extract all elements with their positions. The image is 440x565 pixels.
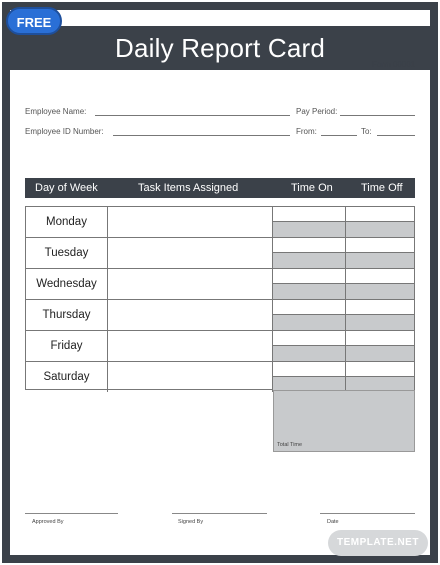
employee-name-label: Employee Name:	[25, 107, 87, 116]
table-header	[25, 178, 415, 198]
time-off-cell[interactable]	[346, 331, 414, 361]
time-on-cell[interactable]	[273, 269, 346, 299]
time-on-cell[interactable]	[273, 300, 346, 330]
from-label: From:	[296, 127, 317, 136]
from-line[interactable]	[321, 135, 357, 136]
task-cell[interactable]	[108, 362, 273, 392]
table-row	[26, 362, 414, 393]
to-line[interactable]	[377, 135, 415, 136]
header-time-on: Time On	[291, 182, 333, 194]
task-cell[interactable]	[108, 331, 273, 361]
title-bar	[8, 26, 432, 70]
day-cell: Thursday	[26, 300, 108, 330]
day-cell: Wednesday	[26, 269, 108, 299]
header-tasks: Task Items Assigned	[138, 182, 239, 194]
header-day: Day of Week	[35, 182, 98, 194]
task-cell[interactable]	[108, 238, 273, 268]
task-cell[interactable]	[108, 207, 273, 237]
total-time-label: Total Time	[277, 442, 303, 448]
day-cell: Friday	[26, 331, 108, 361]
total-time-box[interactable]	[273, 390, 415, 452]
pay-period-label: Pay Period:	[296, 107, 338, 116]
task-cell[interactable]	[108, 300, 273, 330]
approved-by-line[interactable]	[25, 513, 118, 514]
time-off-cell[interactable]	[346, 269, 414, 299]
table-row	[26, 269, 414, 300]
time-off-cell[interactable]	[346, 300, 414, 330]
to-label: To:	[361, 127, 372, 136]
task-cell[interactable]	[108, 269, 273, 299]
template-watermark: TEMPLATE.NET	[328, 530, 428, 556]
time-off-cell[interactable]	[346, 362, 414, 392]
table-row	[26, 331, 414, 362]
date-line[interactable]	[320, 513, 415, 514]
free-badge[interactable]: FREE	[6, 7, 62, 35]
table-row	[26, 238, 414, 269]
signed-by-line[interactable]	[172, 513, 267, 514]
time-on-cell[interactable]	[273, 331, 346, 361]
time-on-cell[interactable]	[273, 207, 346, 237]
date-label: Date	[327, 519, 339, 525]
header-time-off: Time Off	[361, 182, 403, 194]
schedule-table	[25, 206, 415, 390]
pay-period-line[interactable]	[340, 115, 415, 116]
signed-by-label: Signed By	[178, 519, 204, 525]
form-number: Form 00001	[372, 60, 416, 69]
employee-id-line[interactable]	[113, 135, 290, 136]
day-cell: Saturday	[26, 362, 108, 392]
time-off-cell[interactable]	[346, 207, 414, 237]
table-row	[26, 300, 414, 331]
day-cell: Tuesday	[26, 238, 108, 268]
employee-name-line[interactable]	[95, 115, 290, 116]
time-on-cell[interactable]	[273, 362, 346, 392]
day-cell: Monday	[26, 207, 108, 237]
time-on-cell[interactable]	[273, 238, 346, 268]
time-off-cell[interactable]	[346, 238, 414, 268]
page-title: Daily Report Card	[114, 33, 326, 63]
table-row	[26, 207, 414, 238]
approved-by-label: Approved By	[32, 519, 64, 525]
employee-id-label: Employee ID Number:	[25, 127, 104, 136]
